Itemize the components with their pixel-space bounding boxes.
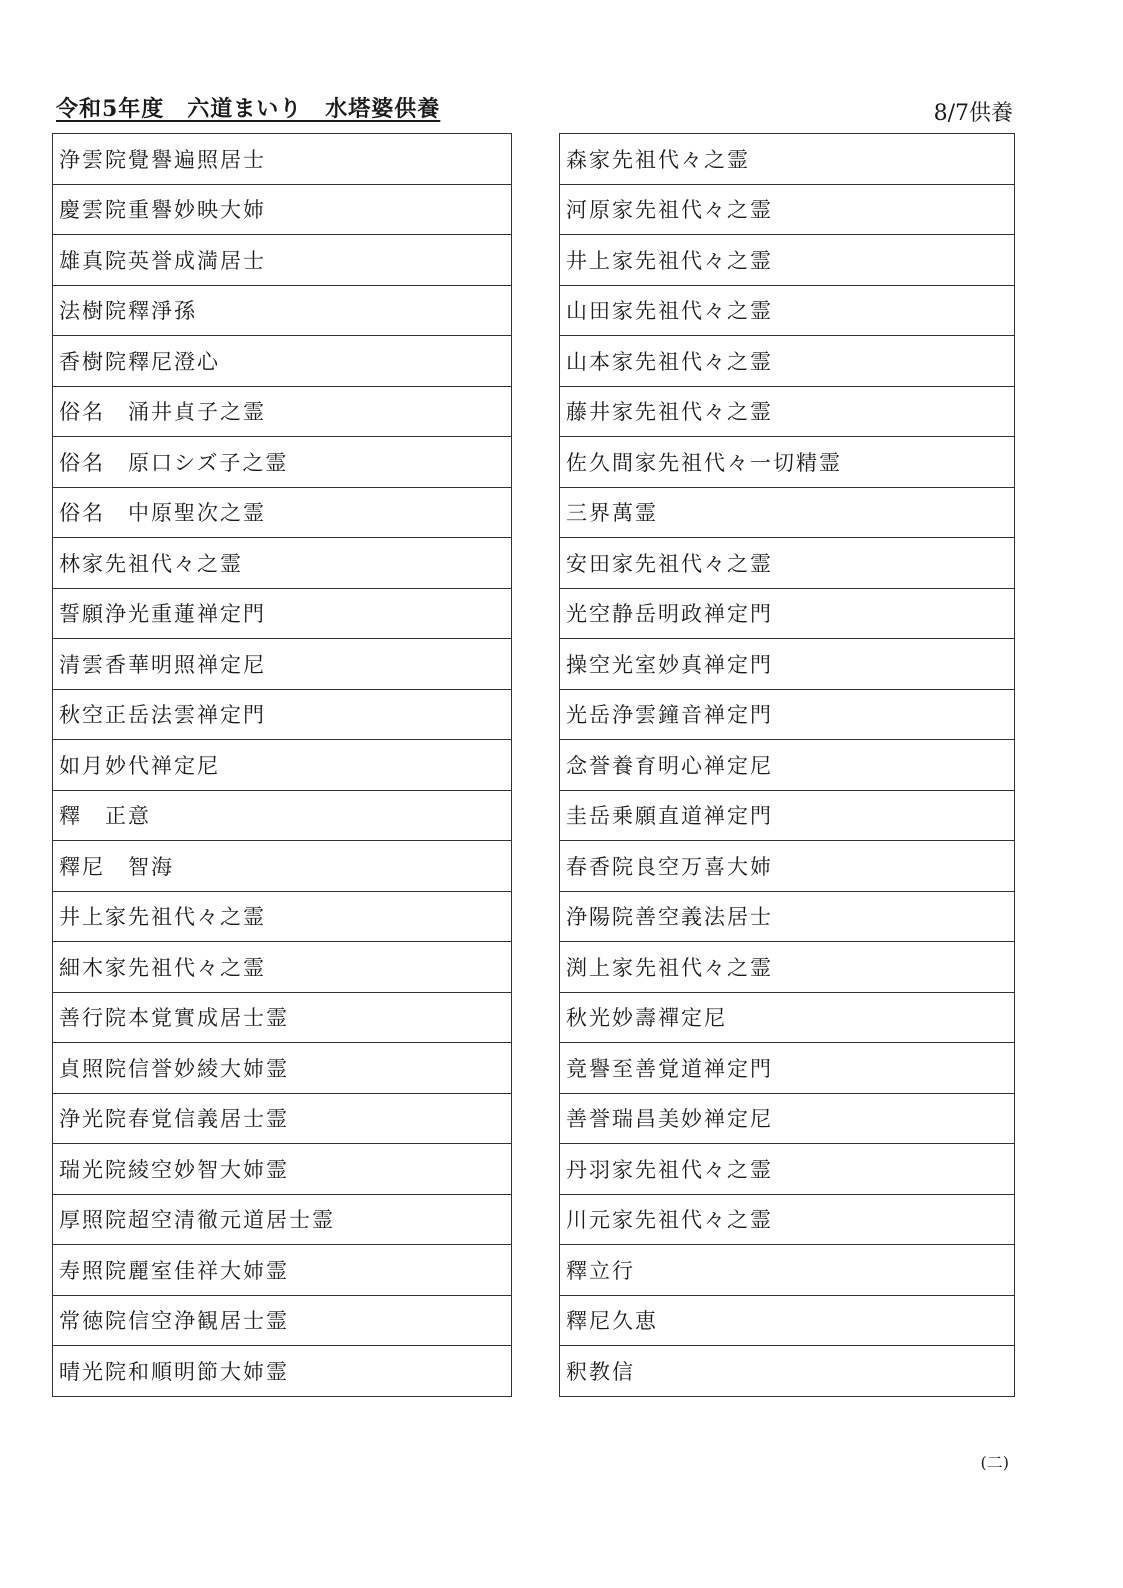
table-row xyxy=(53,134,512,185)
table-row xyxy=(560,841,1015,892)
name-cell: 如月妙代禅定尼 xyxy=(53,740,512,791)
name-cell: 善誉瑞昌美妙禅定尼 xyxy=(560,1093,1015,1144)
name-cell: 念誉養育明心禅定尼 xyxy=(560,740,1015,791)
name-cell: 山田家先祖代々之霊 xyxy=(560,285,1015,336)
table-row xyxy=(560,1043,1015,1094)
table-row xyxy=(53,336,512,387)
table-row xyxy=(560,235,1015,286)
name-cell: 釋尼久恵 xyxy=(560,1295,1015,1346)
table-row xyxy=(560,538,1015,589)
name-cell: 晴光院和順明節大姉霊 xyxy=(53,1346,512,1397)
table-row xyxy=(560,437,1015,488)
table-row xyxy=(560,891,1015,942)
name-cell: 貞照院信誉妙綾大姉霊 xyxy=(53,1043,512,1094)
table-row xyxy=(560,1245,1015,1296)
name-cell: 井上家先祖代々之霊 xyxy=(53,891,512,942)
table-row xyxy=(53,790,512,841)
table-row xyxy=(53,1295,512,1346)
name-cell: 秋空正岳法雲禅定門 xyxy=(53,689,512,740)
name-cell: 善行院本覚實成居士霊 xyxy=(53,992,512,1043)
document-title: 令和5年度 六道まいり 水塔婆供養 xyxy=(56,96,441,122)
table-row xyxy=(53,437,512,488)
table-row xyxy=(53,1346,512,1397)
memorial-date: 8/7供養 xyxy=(933,101,1013,126)
table-row xyxy=(53,184,512,235)
table-row xyxy=(53,235,512,286)
table-row xyxy=(53,639,512,690)
table-row xyxy=(560,790,1015,841)
name-cell: 釈教信 xyxy=(560,1346,1015,1397)
table-row xyxy=(560,639,1015,690)
name-cell: 光岳浄雲鐘音禅定門 xyxy=(560,689,1015,740)
name-cell: 三界萬霊 xyxy=(560,487,1015,538)
name-cell: 俗名 中原聖次之霊 xyxy=(53,487,512,538)
name-cell: 法樹院釋淨孫 xyxy=(53,285,512,336)
name-cell: 慶雲院重譽妙映大姉 xyxy=(53,184,512,235)
name-cell: 香樹院釋尼澄心 xyxy=(53,336,512,387)
name-cell: 林家先祖代々之霊 xyxy=(53,538,512,589)
table-row xyxy=(53,891,512,942)
table-row xyxy=(53,1245,512,1296)
name-cell: 操空光室妙真禅定門 xyxy=(560,639,1015,690)
name-cell: 川元家先祖代々之霊 xyxy=(560,1194,1015,1245)
name-cell: 釋尼 智海 xyxy=(53,841,512,892)
table-row xyxy=(560,689,1015,740)
name-cell: 寿照院麗室佳祥大姉霊 xyxy=(53,1245,512,1296)
name-cell: 圭岳乗願直道禅定門 xyxy=(560,790,1015,841)
table-row xyxy=(53,689,512,740)
name-cell: 浄陽院善空義法居士 xyxy=(560,891,1015,942)
table-row xyxy=(53,386,512,437)
name-cell: 秋光妙壽禪定尼 xyxy=(560,992,1015,1043)
name-cell: 井上家先祖代々之霊 xyxy=(560,235,1015,286)
table-row xyxy=(560,487,1015,538)
name-cell: 誓願浄光重蓮禅定門 xyxy=(53,588,512,639)
table-row xyxy=(53,487,512,538)
name-cell: 藤井家先祖代々之霊 xyxy=(560,386,1015,437)
page-number: (二) xyxy=(980,1453,1009,1472)
table-row xyxy=(53,538,512,589)
table-row xyxy=(53,942,512,993)
table-row xyxy=(53,588,512,639)
name-cell: 雄真院英誉成満居士 xyxy=(53,235,512,286)
table-row xyxy=(560,1194,1015,1245)
name-cell: 光空静岳明政禅定門 xyxy=(560,588,1015,639)
table-row xyxy=(560,992,1015,1043)
table-row xyxy=(53,740,512,791)
name-cell: 俗名 涌井貞子之霊 xyxy=(53,386,512,437)
table-row xyxy=(53,1144,512,1195)
table-row xyxy=(560,134,1015,185)
name-cell: 竟譽至善覚道禅定門 xyxy=(560,1043,1015,1094)
table-row xyxy=(560,740,1015,791)
name-cell: 安田家先祖代々之霊 xyxy=(560,538,1015,589)
name-cell: 俗名 原口シズ子之霊 xyxy=(53,437,512,488)
table-row xyxy=(560,184,1015,235)
name-cell: 河原家先祖代々之霊 xyxy=(560,184,1015,235)
table-row xyxy=(53,841,512,892)
name-cell: 瑞光院綾空妙智大姉霊 xyxy=(53,1144,512,1195)
name-cell: 釋 正意 xyxy=(53,790,512,841)
table-row xyxy=(560,1093,1015,1144)
table-row xyxy=(560,336,1015,387)
name-cell: 細木家先祖代々之霊 xyxy=(53,942,512,993)
name-cell: 浄光院春覚信義居士霊 xyxy=(53,1093,512,1144)
name-cell: 森家先祖代々之霊 xyxy=(560,134,1015,185)
name-cell: 厚照院超空清徹元道居士霊 xyxy=(53,1194,512,1245)
name-cell: 清雲香華明照禅定尼 xyxy=(53,639,512,690)
table-row xyxy=(53,285,512,336)
name-cell: 佐久間家先祖代々一切精霊 xyxy=(560,437,1015,488)
table-row xyxy=(560,588,1015,639)
table-row xyxy=(560,1144,1015,1195)
name-cell: 山本家先祖代々之霊 xyxy=(560,336,1015,387)
table-row xyxy=(560,1295,1015,1346)
name-cell: 春香院良空万喜大姉 xyxy=(560,841,1015,892)
name-cell: 常徳院信空浄観居士霊 xyxy=(53,1295,512,1346)
table-row xyxy=(53,1194,512,1245)
table-row xyxy=(53,1093,512,1144)
left-name-table xyxy=(52,133,512,1397)
right-name-table xyxy=(559,133,1015,1397)
name-cell: 釋立行 xyxy=(560,1245,1015,1296)
table-row xyxy=(560,285,1015,336)
name-cell: 渕上家先祖代々之霊 xyxy=(560,942,1015,993)
name-cell: 浄雲院覺譽遍照居士 xyxy=(53,134,512,185)
table-row xyxy=(53,992,512,1043)
table-row xyxy=(560,386,1015,437)
name-cell: 丹羽家先祖代々之霊 xyxy=(560,1144,1015,1195)
table-row xyxy=(53,1043,512,1094)
table-row xyxy=(560,942,1015,993)
table-row xyxy=(560,1346,1015,1397)
